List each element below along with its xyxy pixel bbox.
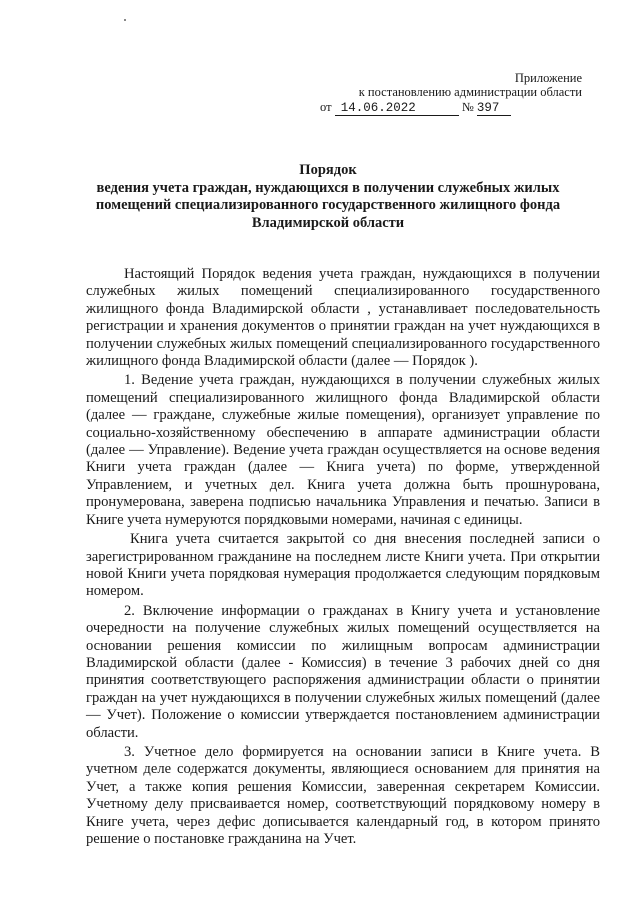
- clause-2-paragraph: 2. Включение информации о гражданах в Книгу учета и установление очередности на получение служебных жилых помещений осуществляется на основании решения комиссии по жилищным вопросам администрации Владимирской области (далее - Комиссия) в течение 3 рабочих дней со дня принятия соответствующего распоряжения администрации области о принятии граждан на учет нуждающихся в получении служебных жилых помещений (далее — Учет). Положение о комиссии утверждается постановлением администрации области.: [86, 602, 600, 741]
- decree-date: 14.06.2022: [335, 101, 459, 116]
- scan-speck: [124, 19, 126, 21]
- date-prefix: от: [320, 100, 332, 114]
- decree-number: 397: [477, 101, 511, 116]
- document-body: [86, 266, 600, 848]
- clause-1-paragraph: 1. Ведение учета граждан, нуждающихся в получении служебных жилых помещений специализированного жилищного фонда Владимирской области (далее — граждане, служебные жилые помещения), организует управление по социально-хозяйственному обеспечению в аппарате администрации области (далее — Управление). Ведение учета граждан осуществляется на основе ведения Книги учета граждан (далее — Книга учета) по форме, утвержденной Управлением, и учетных дел. Книга учета должна быть прошнурована, пронумерована, заверена подписью начальника Управления и печатью. Записи в Книге учета нумеруются порядковыми номерами, начиная с единицы.: [86, 372, 600, 528]
- number-prefix: №: [461, 100, 474, 114]
- document-title: [88, 162, 568, 232]
- appendix-date-line: [282, 100, 582, 116]
- clause-1-continuation: Книга учета считается закрытой со дня внесения последней записи о зарегистрированном гражданине на последнем листе Книги учета. При открытии новой Книги учета порядковая нумерация продолжается следующим порядковым номером.: [86, 531, 600, 600]
- appendix-header: [282, 71, 582, 116]
- appendix-label: Приложение: [514, 71, 582, 85]
- intro-paragraph: Настоящий Порядок ведения учета граждан, нуждающихся в получении служебных жилых помещений специализированного государственного жилищного фонда Владимирской области , устанавливает последовательность регистрации и хранения документов о принятии граждан на учет нуждающихся в получении служебных жилых помещений специализированного государственного жилищного фонда Владимирской области (далее — Порядок ).: [86, 266, 600, 370]
- clause-3-paragraph: 3. Учетное дело формируется на основании записи в Книге учета. В учетном деле содержатся документы, являющиеся основанием для принятия на Учет, а также копия решения Комиссии, заверенная секретарем Комиссии. Учетному делу присваивается номер, соответствующий порядковому номеру в Книге учета, через дефис дописывается календарный год, в котором принято решение о постановке гражданина на Учет.: [86, 743, 600, 847]
- appendix-reference: к постановлению администрации области: [358, 85, 582, 99]
- title-main: Порядок: [299, 162, 357, 178]
- title-subtitle: ведения учета граждан, нуждающихся в получении служебных жилых помещений специализированного государственного жилищного фонда Владимирской области: [95, 179, 561, 231]
